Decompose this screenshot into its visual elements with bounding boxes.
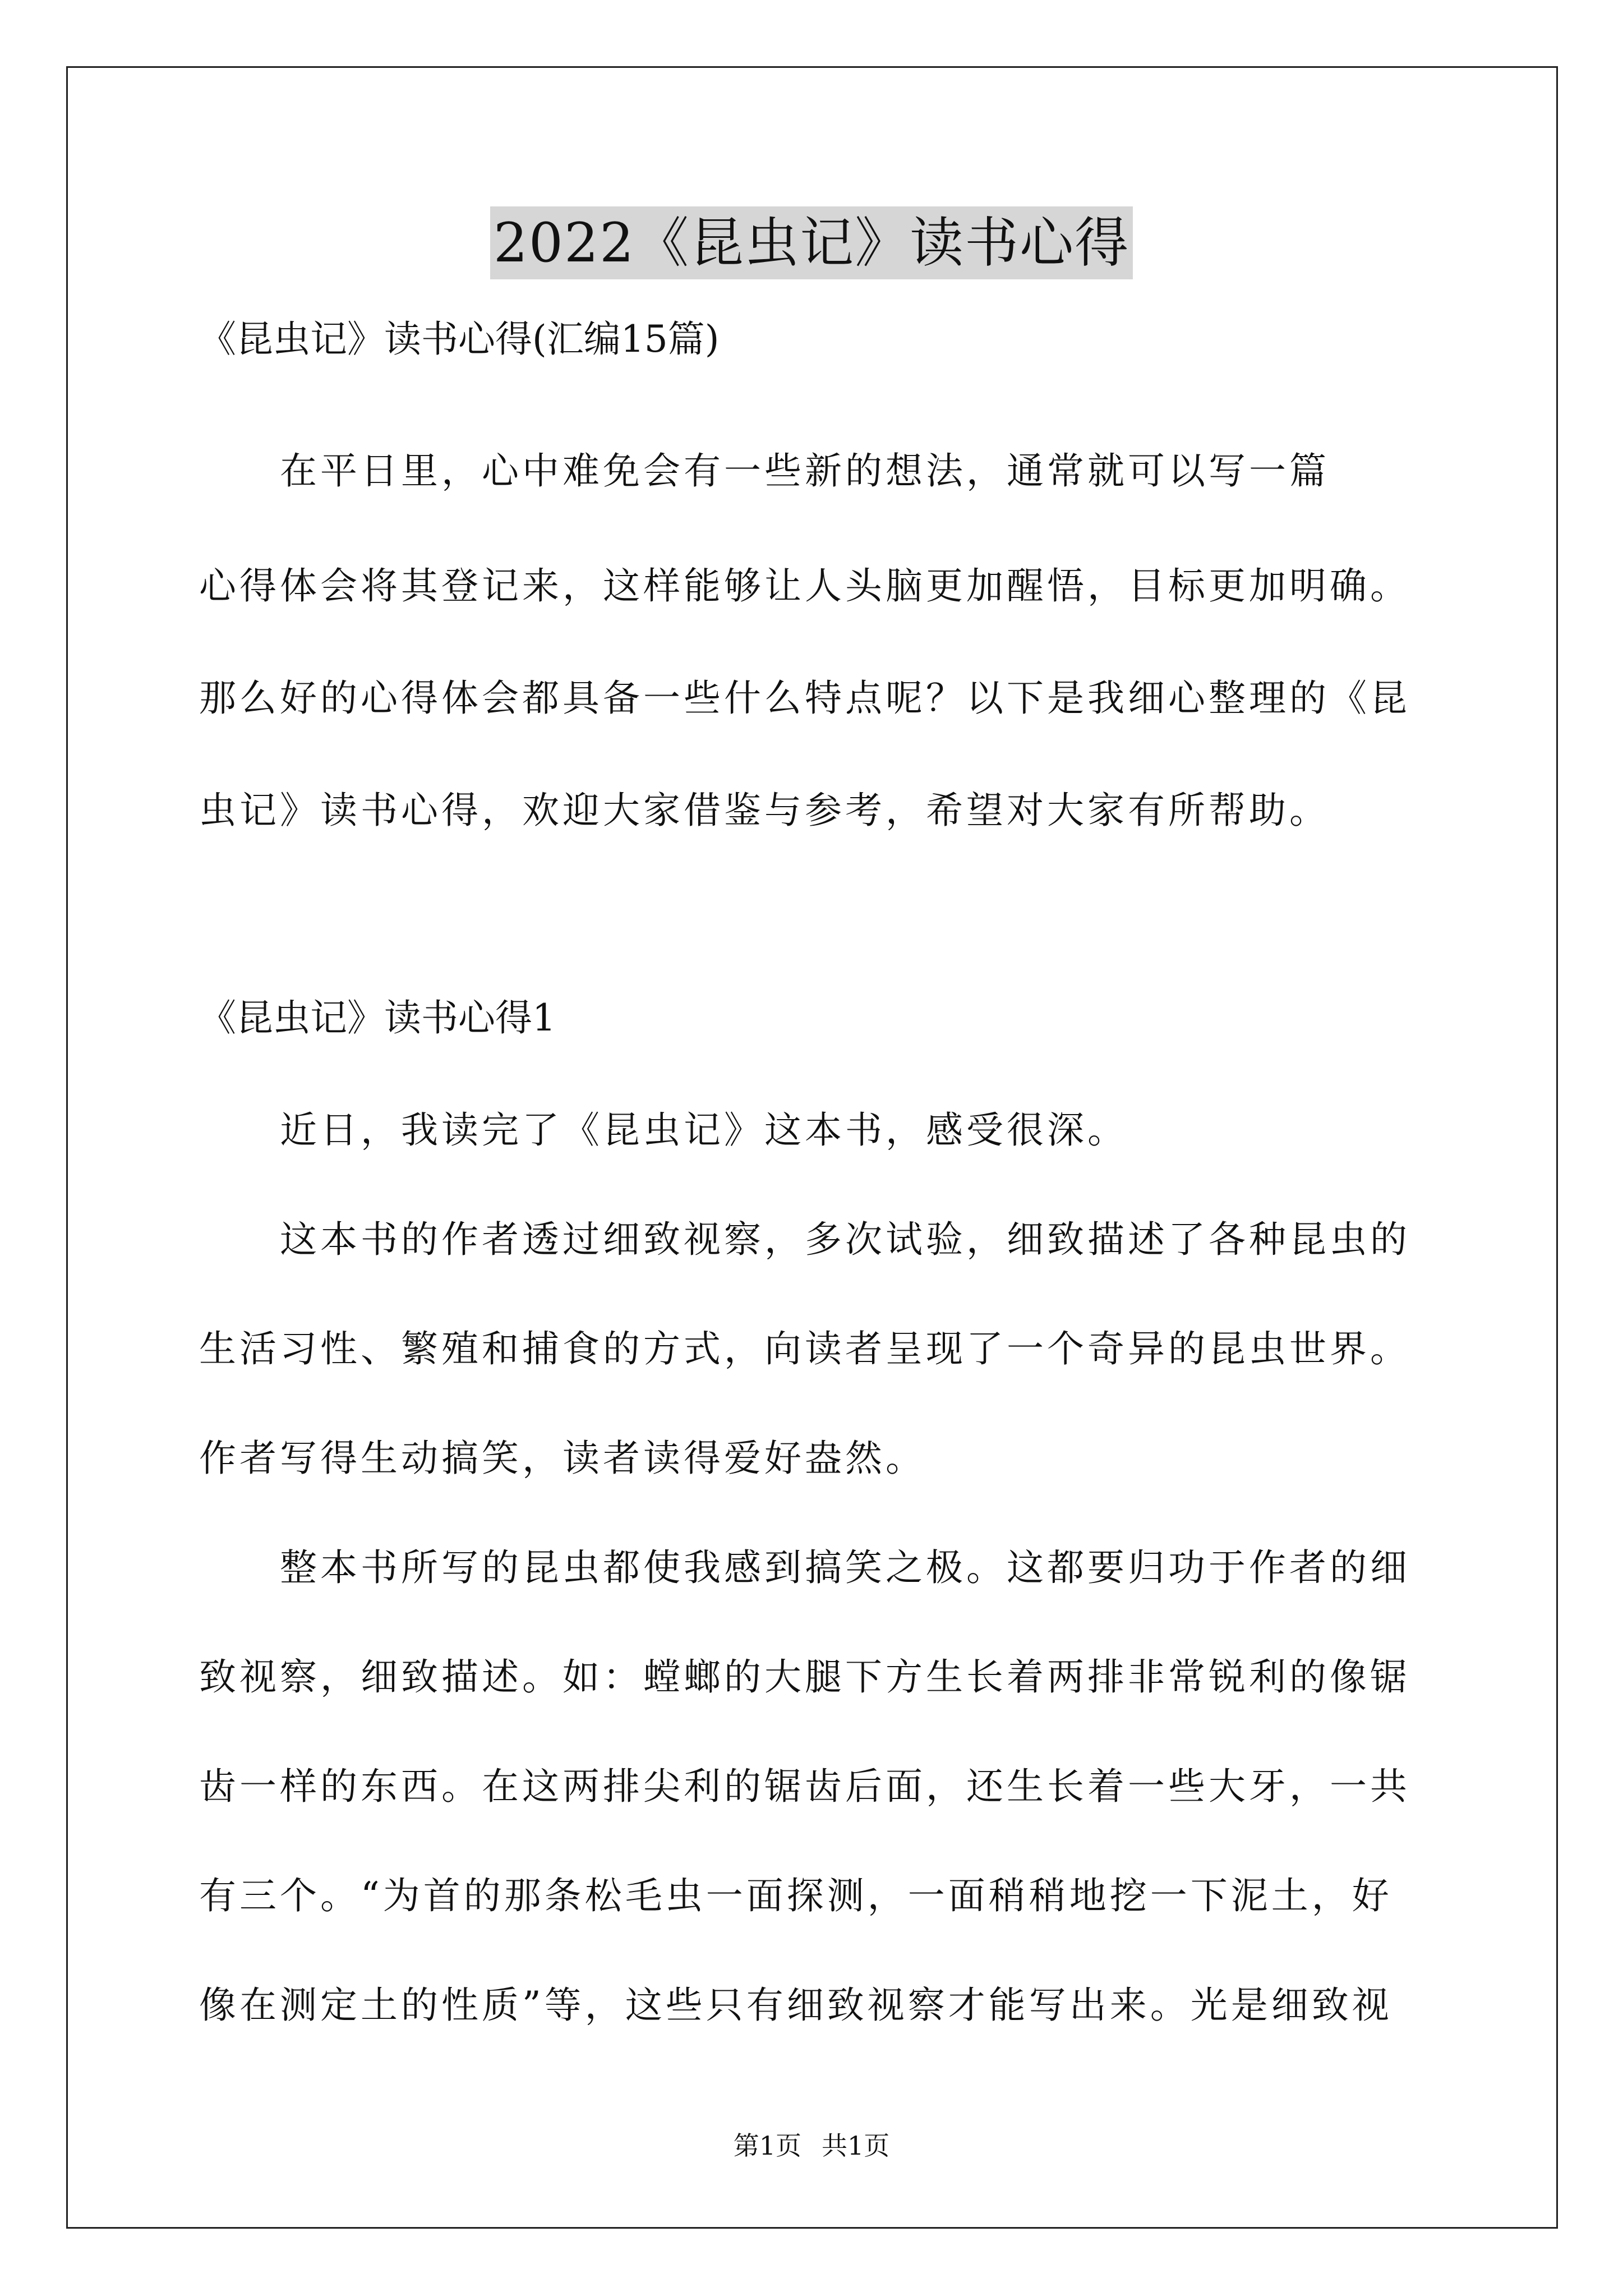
page-footer — [0, 2129, 1623, 2162]
intro-line: 虫记》读书心得，欢迎大家借鉴与参考，希望对大家有所帮助。 — [199, 789, 1330, 832]
intro-line: 心得体会将其登记来，这样能够让人头脑更加醒悟，目标更加明确。 — [199, 564, 1410, 608]
body-line: 近日，我读完了《昆虫记》这本书，感受很深。 — [199, 1108, 1128, 1152]
section-heading: 《昆虫记》读书心得1 — [199, 996, 556, 1039]
document-subtitle: 《昆虫记》读书心得(汇编15篇) — [199, 318, 720, 361]
body-line: 作者写得生动搞笑，读者读得爱好盎然。 — [199, 1437, 926, 1480]
body-line: 像在测定土的性质”等，这些只有细致视察才能写出来。光是细致视 — [199, 1984, 1393, 2027]
body-line: 有三个。“为首的那条松毛虫一面探测，一面稍稍地挖一下泥土，好 — [199, 1874, 1393, 1917]
body-line: 这本书的作者透过细致视察，多次试验，细致描述了各种昆虫的 — [199, 1218, 1410, 1261]
intro-line: 那么好的心得体会都具备一些什么特点呢？以下是我细心整理的《昆 — [199, 677, 1410, 720]
intro-line: 在平日里，心中难免会有一些新的想法，通常就可以写一篇 — [199, 449, 1330, 493]
body-line: 齿一样的东西。在这两排尖利的锯齿后面，还生长着一些大牙，一共 — [199, 1765, 1410, 1808]
document-title: 2022《昆虫记》读书心得 — [490, 206, 1133, 279]
page-number: 第1页 — [733, 2131, 801, 2161]
title-container — [0, 206, 1623, 279]
body-line: 生活习性、繁殖和捕食的方式，向读者呈现了一个奇异的昆虫世界。 — [199, 1327, 1410, 1370]
body-line: 致视察，细致描述。如：螳螂的大腿下方生长着两排非常锐利的像锯 — [199, 1655, 1410, 1699]
body-line: 整本书所写的昆虫都使我感到搞笑之极。这都要归功于作者的细 — [199, 1546, 1410, 1589]
page-total: 共1页 — [822, 2131, 890, 2161]
